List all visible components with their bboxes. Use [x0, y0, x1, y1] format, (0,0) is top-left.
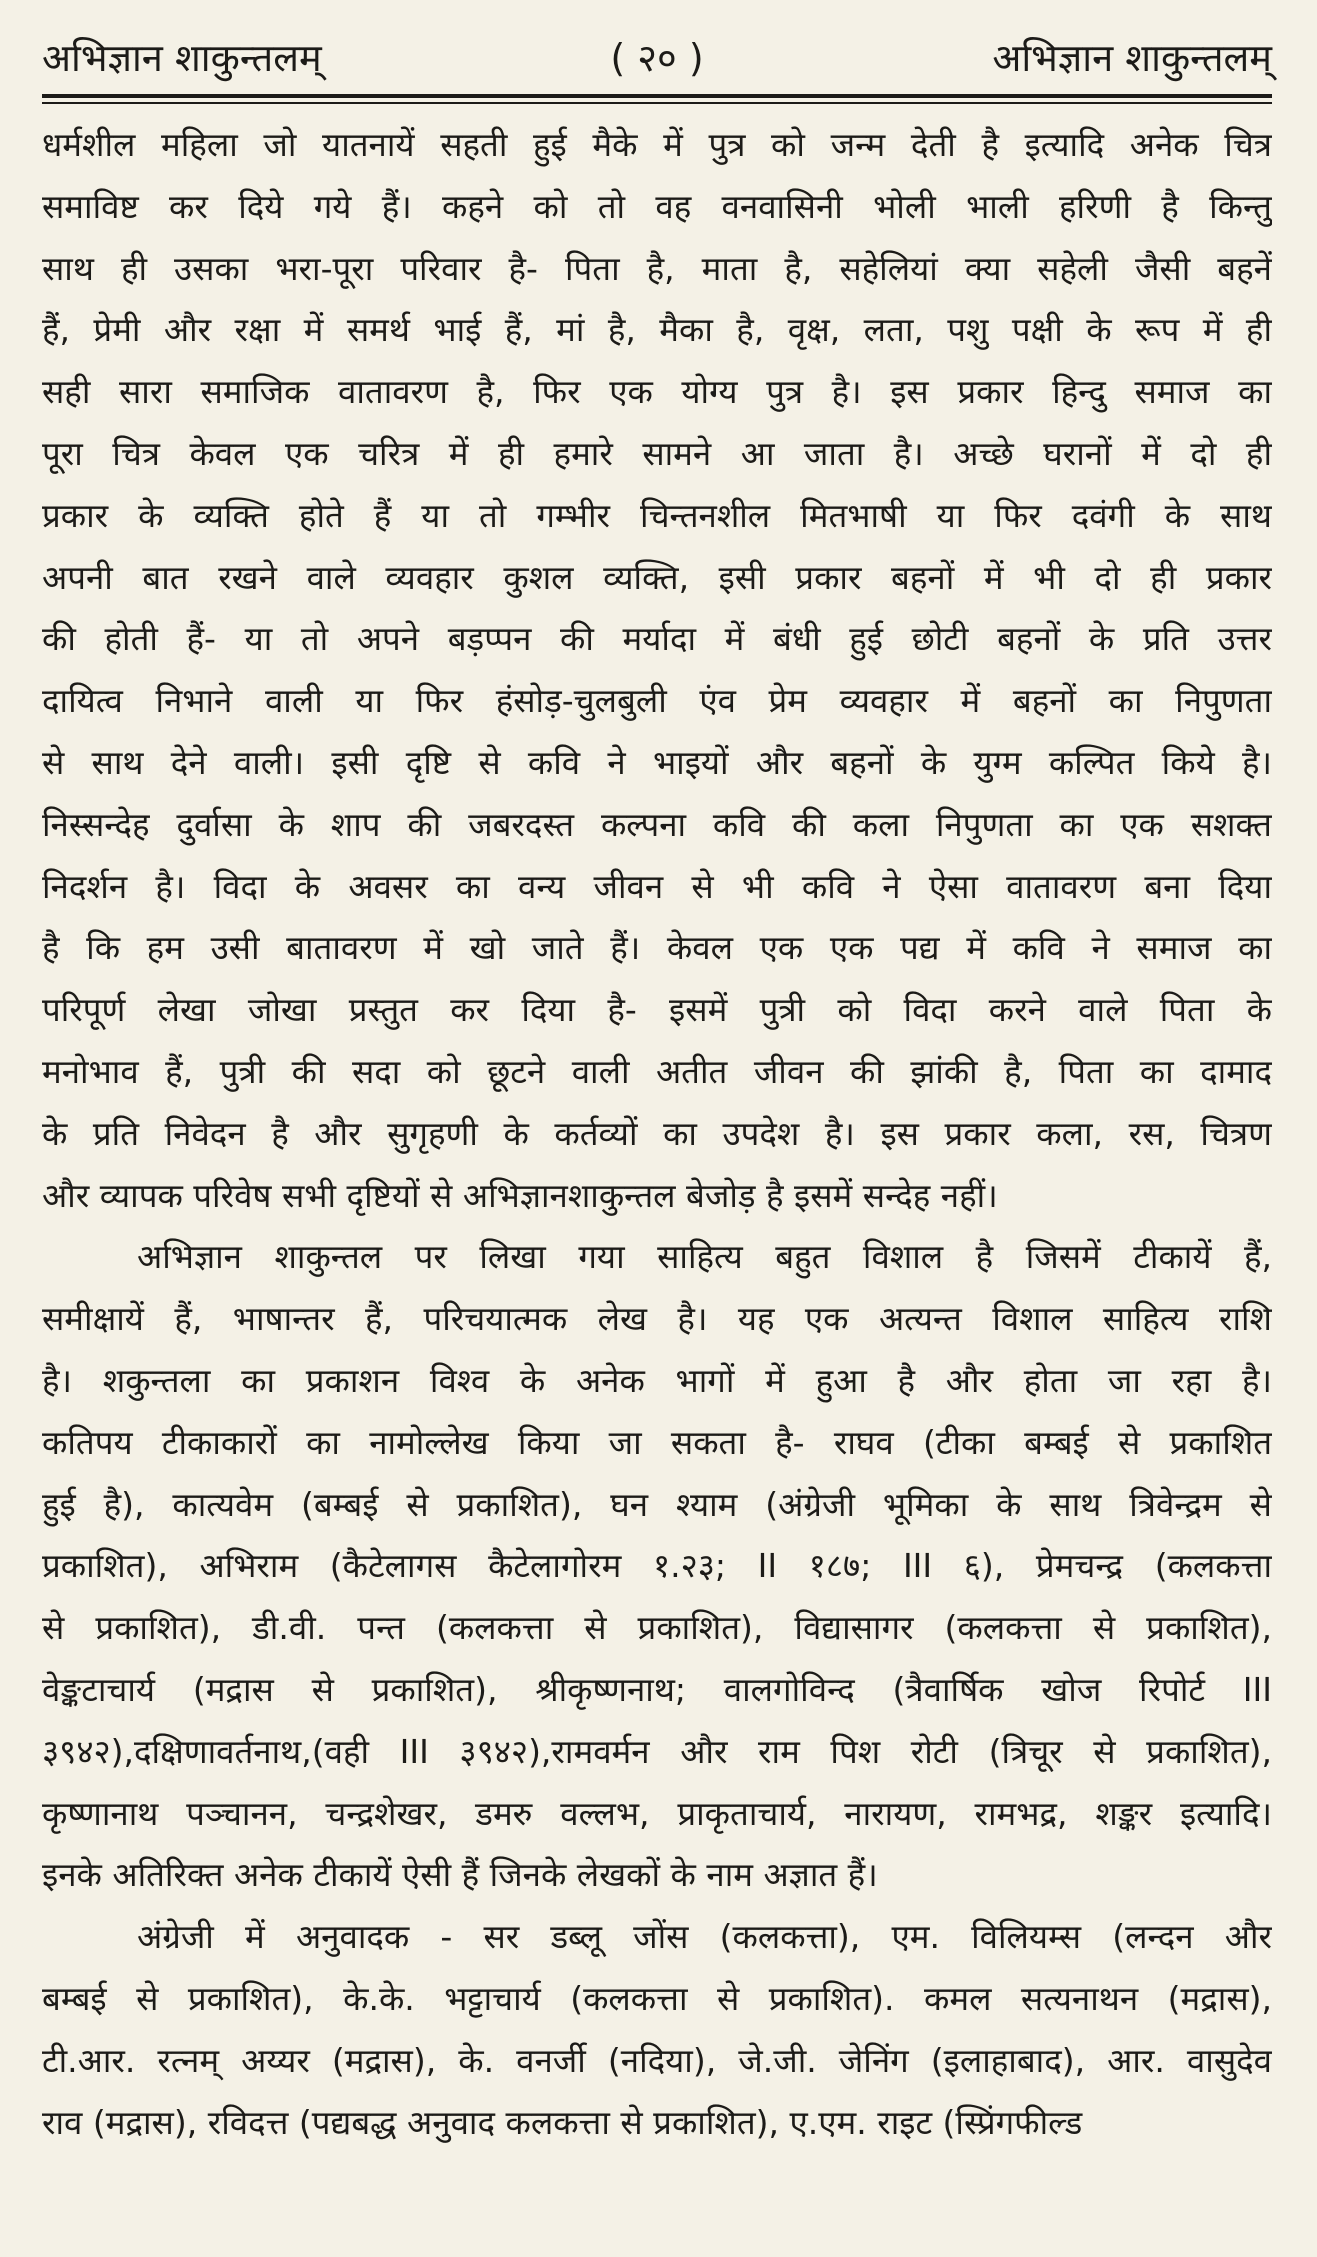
header-left-title: अभिज्ञान शाकुन्तलम् [42, 36, 322, 80]
text-line: टी.आर. रत्नम् अय्यर (मद्रास), के. वनर्जी (नदिया), जे.जी. जेनिंग (इलाहाबाद), आर. वासुदेव [42, 2040, 1272, 2080]
text-line: इनके अतिरिक्त अनेक टीकायें ऐसी हैं जिनके लेखकों के नाम अज्ञात हैं। [42, 1855, 878, 1895]
text-line: साथ ही उसका भरा-पूरा परिवार है- पिता है, माता है, सहेलियां क्या सहेली जैसी बहनें [42, 248, 1272, 288]
text-line: अभिज्ञान शाकुन्तल पर लिखा गया साहित्य बहुत विशाल है जिसमें टीकायें हैं, [137, 1237, 1272, 1277]
text-line: से प्रकाशित), डी.वी. पन्त (कलकत्ता से प्रकाशित), विद्यासागर (कलकत्ता से प्रकाशित), [42, 1608, 1272, 1648]
header-rule-thin [42, 102, 1272, 104]
text-line: है। शकुन्तला का प्रकाशन विश्व के अनेक भागों में हुआ है और होता जा रहा है। [42, 1360, 1272, 1400]
text-line: के प्रति निवेदन है और सुगृहणी के कर्तव्यों का उपदेश है। इस प्रकार कला, रस, चित्रण [42, 1113, 1272, 1153]
text-line: पूरा चित्र केवल एक चरित्र में ही हमारे सामने आ जाता है। अच्छे घरानों में दो ही [42, 433, 1272, 473]
book-page [42, 30, 1272, 2230]
paragraph [42, 114, 1272, 1226]
running-header [42, 30, 1272, 86]
text-line: सही सारा समाजिक वातावरण है, फिर एक योग्य पुत्र है। इस प्रकार हिन्दु समाज का [42, 372, 1272, 412]
body-text [42, 114, 1272, 2153]
text-line: अंग्रेजी में अनुवादक - सर डब्लू जोंस (कलकत्ता), एम. विलियम्स (लन्दन और [137, 1917, 1272, 1957]
text-line: निदर्शन है। विदा के अवसर का वन्य जीवन से भी कवि ने ऐसा वातावरण बना दिया [42, 866, 1272, 906]
text-line: धर्मशील महिला जो यातनायें सहती हुई मैके में पुत्र को जन्म देती है इत्यादि अनेक चित्र [42, 125, 1272, 164]
text-line: राव (मद्रास), रविदत्त (पद्यबद्ध अनुवाद कलकत्ता से प्रकाशित), ए.एम. राइट (स्प्रिंगफील्ड [42, 2102, 1083, 2142]
text-line: है कि हम उसी बातावरण में खो जाते हैं। केवल एक एक पद्य में कवि ने समाज का [42, 928, 1272, 968]
text-line: प्रकाशित), अभिराम (कैटेलागस कैटेलागोरम १.२३; II १८७; III ६), प्रेमचन्द्र (कलकत्ता [42, 1546, 1272, 1586]
paragraph [42, 1226, 1272, 1906]
header-right-title: अभिज्ञान शाकुन्तलम् [992, 36, 1272, 80]
text-line: हैं, प्रेमी और रक्षा में समर्थ भाई हैं, मां है, मैका है, वृक्ष, लता, पशु पक्षी के रूप में ही [42, 310, 1272, 350]
text-line: दायित्व निभाने वाली या फिर हंसोड़-चुलबुली एंव प्रेम व्यवहार में बहनों का निपुणता [42, 681, 1272, 721]
text-line: हुई है), कात्यवेम (बम्बई से प्रकाशित), घन श्याम (अंग्रेजी भूमिका के साथ त्रिवेन्द्रम से [42, 1484, 1272, 1524]
text-line: प्रकार के व्यक्ति होते हैं या तो गम्भीर चिन्तनशील मितभाषी या फिर दवंगी के साथ [42, 495, 1272, 535]
text-line: समाविष्ट कर दिये गये हैं। कहने को तो वह वनवासिनी भोली भाली हरिणी है किन्तु [42, 186, 1272, 226]
text-line: और व्यापक परिवेष सभी दृष्टियों से अभिज्ञानशाकुन्तल बेजोड़ है इसमें सन्देह नहीं। [42, 1175, 998, 1215]
text-line: मनोभाव हैं, पुत्री की सदा को छूटने वाली अतीत जीवन की झांकी है, पिता का दामाद [42, 1051, 1272, 1091]
text-line: अपनी बात रखने वाले व्यवहार कुशल व्यक्ति, इसी प्रकार बहनों में भी दो ही प्रकार [42, 557, 1272, 597]
text-line: ३९४२),दक्षिणावर्तनाथ,(वही III ३९४२),रामवर्मन और राम पिश रोटी (त्रिचूर से प्रकाशित), [42, 1731, 1272, 1771]
paragraph [42, 1906, 1272, 2153]
text-line: की होती हैं- या तो अपने बड़प्पन की मर्यादा में बंधी हुई छोटी बहनों के प्रति उत्तर [42, 619, 1272, 659]
text-line: वेङ्कटाचार्य (मद्रास से प्रकाशित), श्रीकृष्णनाथ; वालगोविन्द (त्रैवार्षिक खोज रिपोर्ट III [42, 1669, 1272, 1709]
text-line: निस्सन्देह दुर्वासा के शाप की जबरदस्त कल्पना कवि की कला निपुणता का एक सशक्त [42, 804, 1272, 844]
page-number: ( २० ) [610, 36, 704, 80]
text-line: कृष्णानाथ पञ्चानन, चन्द्रशेखर, डमरु वल्लभ, प्राकृताचार्य, नारायण, रामभद्र, शङ्कर इत्यादि। [42, 1793, 1272, 1833]
text-line: बम्बई से प्रकाशित), के.के. भट्टाचार्य (कलकत्ता से प्रकाशित). कमल सत्यनाथन (मद्रास), [42, 1978, 1272, 2018]
text-line: परिपूर्ण लेखा जोखा प्रस्तुत कर दिया है- इसमें पुत्री को विदा करने वाले पिता के [42, 990, 1272, 1030]
text-line: समीक्षायें हैं, भाषान्तर हैं, परिचयात्मक लेख है। यह एक अत्यन्त विशाल साहित्य राशि [42, 1299, 1272, 1339]
header-rule-thick [42, 94, 1272, 98]
text-line: से साथ देने वाली। इसी दृष्टि से कवि ने भाइयों और बहनों के युग्म कल्पित किये है। [42, 742, 1272, 782]
text-line: कतिपय टीकाकारों का नामोल्लेख किया जा सकता है- राघव (टीका बम्बई से प्रकाशित [42, 1422, 1272, 1462]
